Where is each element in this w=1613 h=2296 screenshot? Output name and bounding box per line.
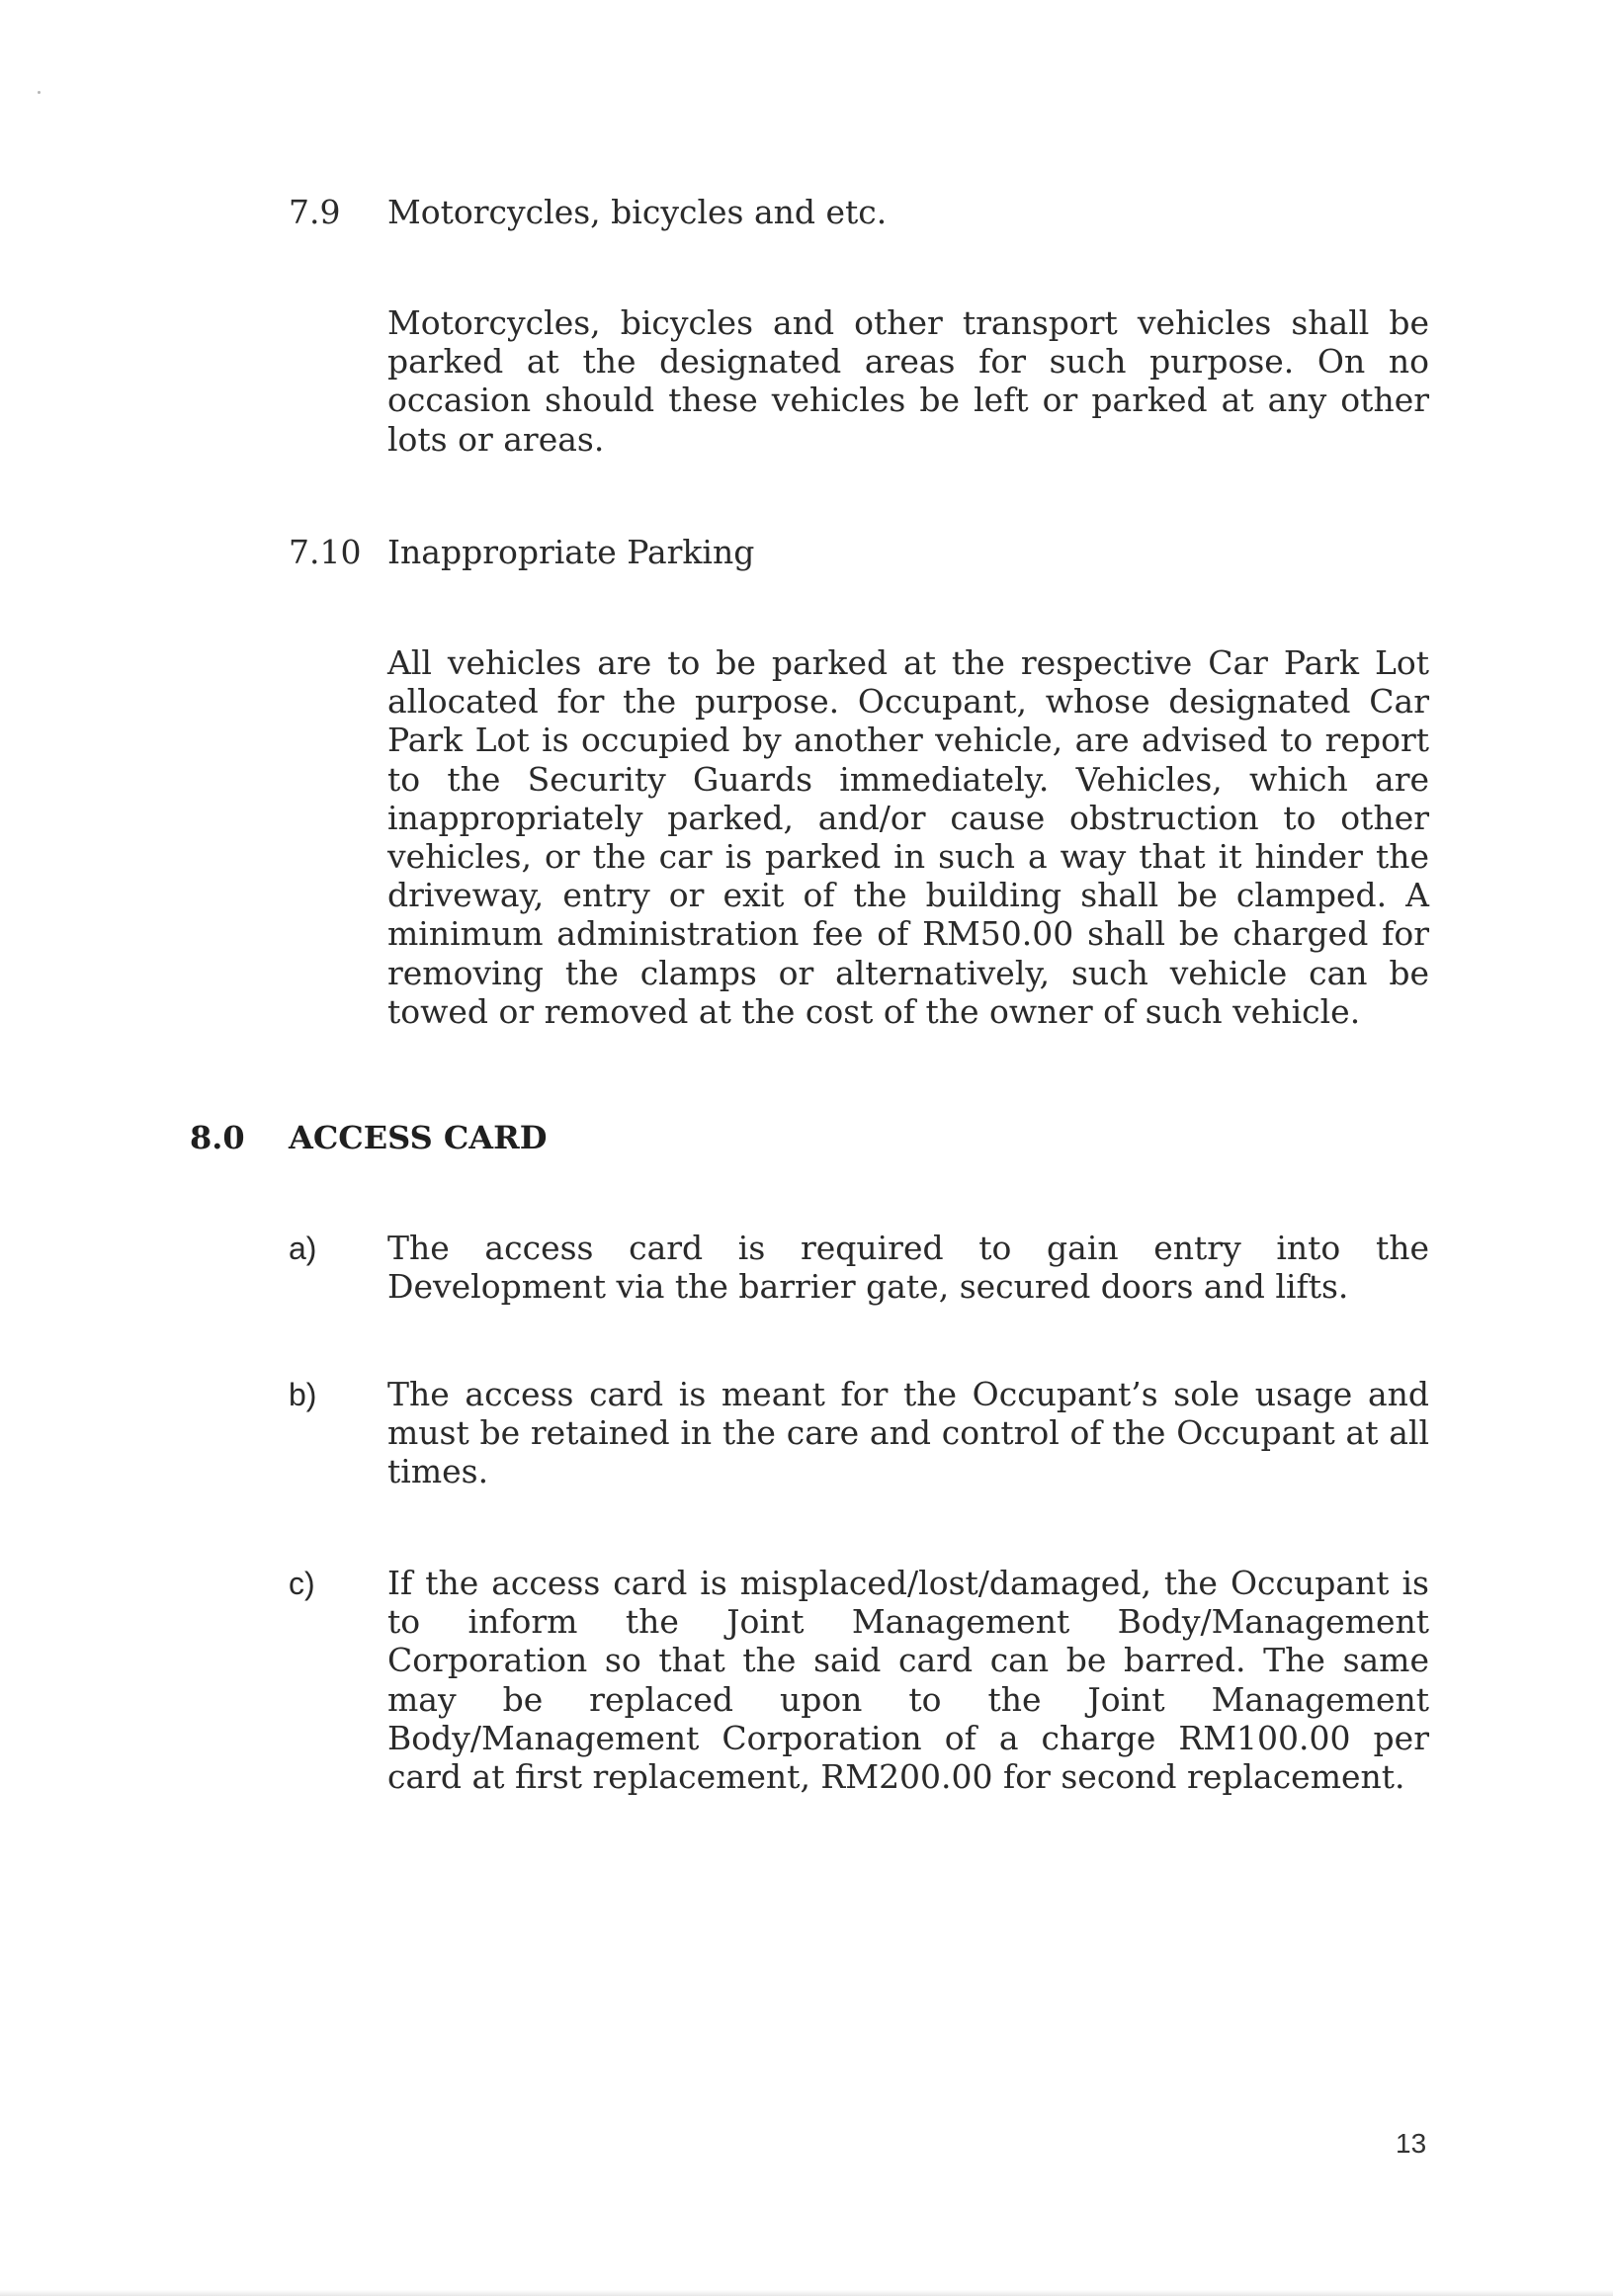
scan-bottom-edge — [0, 2290, 1613, 2296]
item-label-c: c) — [289, 1566, 315, 1601]
item-text-c: If the access card is misplaced/lost/damaged, the Occupant is to inform the Joint Management Body/Management Corporation so that the said card can be barred. The same may be replaced upon to the Joint Management Body/Management Corporation of a charge RM100.00 per card at first replacement, RM200.00 for second replacement. — [387, 1564, 1429, 1797]
section-title-access-card: ACCESS CARD — [289, 1119, 548, 1156]
page-number: 13 — [1396, 2128, 1427, 2159]
item-text-b: The access card is meant for the Occupant’s sole usage and must be retained in the care and control of the Occupant at all times. — [387, 1375, 1429, 1491]
subsection-body-7-10: All vehicles are to be parked at the respective Car Park Lot allocated for the purpose. Occupant, whose designated Car Park Lot is occupied by another vehicle, are advised to report to the Security Guards immediately. Vehicles, which are inappropriately parked, and/or cause obstruction to other vehicles, or the car is parked in such a way that it hinder the driveway, entry or exit of the building shall be clamped. A minimum administration fee of RM50.00 shall be charged for removing the clamps or alternatively, such vehicle can be towed or removed at the cost of the owner of such vehicle. — [387, 643, 1429, 1031]
subsection-body-7-9: Motorcycles, bicycles and other transport vehicles shall be parked at the designated areas for such purpose. On no occasion should these vehicles be left or parked at any other lots or areas. — [387, 303, 1429, 459]
scan-speck — [38, 91, 41, 94]
subsection-number-7-10: 7.10 — [289, 533, 362, 571]
subsection-title-7-10: Inappropriate Parking — [387, 533, 755, 571]
section-number-8-0: 8.0 — [190, 1119, 245, 1156]
item-label-a: a) — [289, 1231, 317, 1266]
subsection-number-7-9: 7.9 — [289, 193, 341, 231]
item-label-b: b) — [289, 1377, 317, 1412]
subsection-title-7-9: Motorcycles, bicycles and etc. — [387, 193, 888, 231]
item-text-a: The access card is required to gain entry into the Development via the barrier gate, secured doors and lifts. — [387, 1229, 1429, 1307]
